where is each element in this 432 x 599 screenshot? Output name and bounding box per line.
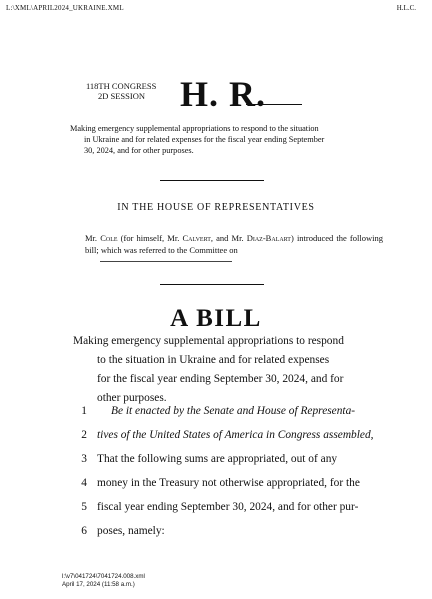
- line-number: 6: [81, 525, 87, 537]
- congress-label: 118TH CONGRESS: [86, 81, 157, 91]
- enacting-clause-line: Be it enacted by the Senate and House of Representa-: [111, 405, 356, 417]
- introduction-paragraph: [85, 233, 383, 256]
- chamber-heading: IN THE HOUSE OF REPRESENTATIVES: [117, 202, 315, 213]
- footer-file-ref: l:\v7\041724\7041724.008.xml: [62, 573, 145, 580]
- intro-text: ) introduced the following bill; which was referred to the Committee on: [85, 233, 383, 255]
- cover-summary-line: in Ukraine and for related expenses for the fiscal year ending September: [84, 135, 325, 144]
- bill-text-line: poses, namely:: [97, 525, 165, 537]
- file-path-header: L:\XML\APRIL2024_UKRAINE.XML: [6, 4, 124, 12]
- bill-purpose: [73, 332, 391, 408]
- sponsor-name: Cole: [100, 233, 118, 243]
- committee-blank-line: [100, 261, 232, 262]
- cover-summary-line: Making emergency supplemental appropriations to respond to the situation: [70, 124, 319, 133]
- session-label: 2D SESSION: [98, 91, 145, 101]
- intro-text: Mr.: [85, 233, 101, 243]
- purpose-line: to the situation in Ukraine and for related expenses: [97, 354, 330, 366]
- purpose-line: for the fiscal year ending September 30, 2024, and for: [97, 373, 344, 385]
- cosponsor-name: Calvert: [182, 233, 211, 243]
- purpose-line: other purposes.: [97, 392, 167, 404]
- divider-rule: [160, 180, 264, 181]
- document-footer: [62, 573, 145, 588]
- bill-number-title: H. R.: [180, 74, 266, 114]
- bill-text-line: fiscal year ending September 30, 2024, and for other pur-: [97, 501, 359, 513]
- enacting-clause-line: tives of the United States of America in Congress assembled,: [97, 429, 374, 441]
- office-code-header: H.L.C.: [396, 4, 416, 12]
- line-number: 4: [81, 477, 87, 489]
- intro-text: , and Mr.: [210, 233, 247, 243]
- footer-datetime: April 17, 2024 (11:58 a.m.): [62, 580, 135, 588]
- bill-heading: A BILL: [170, 305, 262, 332]
- purpose-line: Making emergency supplemental appropriations to respond: [73, 335, 344, 347]
- line-number: 5: [81, 501, 87, 513]
- cover-summary-line: 30, 2024, and for other purposes.: [84, 146, 194, 155]
- line-number: 1: [81, 405, 87, 417]
- line-number: 3: [81, 453, 87, 465]
- cover-summary: [70, 123, 370, 156]
- divider-rule: [160, 284, 264, 285]
- bill-text-line: money in the Treasury not otherwise appropriated, for the: [97, 477, 360, 489]
- intro-text: (for himself, Mr.: [117, 233, 183, 243]
- cosponsor-name: Diaz-Balart: [246, 233, 291, 243]
- line-number: 2: [81, 429, 87, 441]
- bill-number-blank: [246, 104, 302, 105]
- bill-text-line: That the following sums are appropriated, out of any: [97, 453, 338, 465]
